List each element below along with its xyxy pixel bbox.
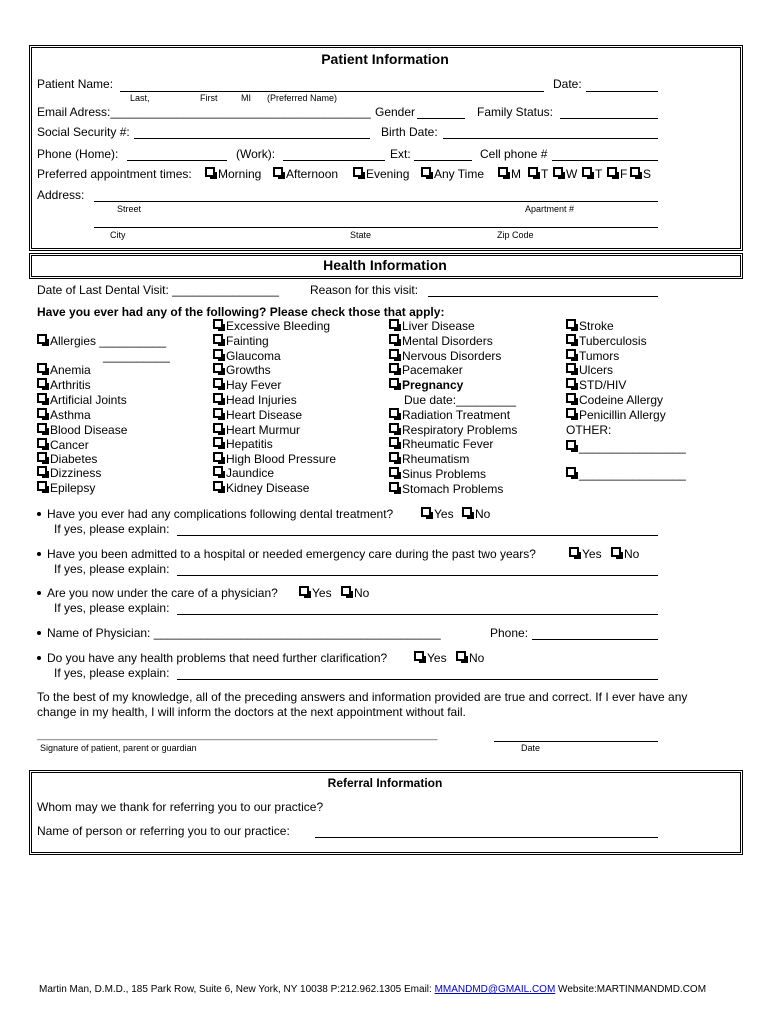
ssn-field[interactable] (134, 138, 370, 139)
checkbox-icon (37, 481, 47, 491)
appt-option-evening[interactable]: Evening (353, 167, 409, 181)
state-label: State (350, 230, 372, 240)
checkbox-icon (213, 349, 223, 359)
last-visit-label[interactable]: Date of Last Dental Visit: ________________ (37, 283, 279, 297)
condition-item[interactable]: Stomach Problems (389, 482, 503, 496)
q4-explain-field[interactable] (177, 679, 658, 680)
checkbox-icon (213, 393, 223, 403)
q3-explain-field[interactable] (177, 614, 658, 615)
patient-name-label: Patient Name: (37, 77, 114, 91)
checkbox-icon (630, 167, 640, 177)
referral-whom-label: Whom may we thank for referring you to our practice? (37, 800, 324, 814)
name-sub-last: Last, (130, 93, 150, 103)
checkbox-icon (389, 452, 399, 462)
checkbox-icon (213, 481, 223, 491)
checkbox-icon (566, 393, 576, 403)
condition-item[interactable]: STD/HIV (566, 378, 626, 392)
footer (39, 984, 706, 995)
day-t2[interactable]: T (582, 167, 602, 181)
checkbox-icon (389, 349, 399, 359)
footer-address: Martin Man, D.M.D., 185 Park Row, Suite 6, New York, NY 10038 P:212.962.1305 Email: (39, 984, 435, 995)
q1-explain-field[interactable] (177, 535, 658, 536)
checkbox-icon (213, 408, 223, 418)
condition-item[interactable]: Radiation Treatment (389, 408, 510, 422)
checkbox-icon (569, 547, 579, 557)
reason-field[interactable] (428, 296, 658, 297)
appt-option-morning[interactable]: Morning (205, 167, 261, 181)
condition-item[interactable]: Glaucoma (213, 349, 281, 363)
condition-item[interactable]: Anemia (37, 363, 91, 377)
condition-item[interactable]: Jaundice (213, 466, 274, 480)
checkbox-icon (389, 437, 399, 447)
signature-date-label: Date (521, 743, 541, 753)
signature-label: Signature of patient, parent or guardian (40, 743, 197, 753)
ext-field[interactable] (414, 160, 472, 161)
checkbox-icon (37, 378, 47, 388)
day-s[interactable]: S (630, 167, 651, 181)
checkbox-icon (566, 363, 576, 373)
other-label: OTHER: (566, 423, 612, 437)
checkbox-icon (389, 378, 399, 388)
bullet-icon (37, 656, 41, 660)
conditions-question: Have you ever had any of the following? Please check those that apply: (37, 305, 445, 319)
city-label: City (110, 230, 126, 240)
referral-name-label: Name of person or referring you to our practice: (37, 824, 290, 838)
family-status-field[interactable] (560, 118, 658, 119)
patient-info-title: Patient Information (321, 51, 449, 67)
condition-item[interactable]: Codeine Allergy (566, 393, 663, 407)
condition-item[interactable]: Pacemaker (389, 363, 463, 377)
condition-item[interactable]: Stroke (566, 319, 614, 333)
checkbox-icon (213, 363, 223, 373)
condition-item[interactable]: Heart Disease (213, 408, 302, 422)
condition-item[interactable]: Arthritis (37, 378, 91, 392)
footer-email-link[interactable]: MMANDMD@GMAIL.COM (434, 984, 556, 995)
patient-info-section (29, 45, 743, 251)
referral-name-field[interactable] (315, 837, 658, 838)
address-street-field[interactable] (94, 201, 658, 202)
cell-field[interactable] (552, 160, 658, 161)
condition-item[interactable]: Growths (213, 363, 271, 377)
condition-item[interactable]: Nervous Disorders (389, 349, 501, 363)
checkbox-icon (37, 363, 47, 373)
signature-field[interactable]: ________________________________________________________________________ (37, 730, 438, 741)
q4-explain-label: If yes, please explain: (54, 666, 170, 680)
checkbox-icon (389, 408, 399, 418)
checkbox-icon (414, 651, 424, 661)
name-sub-first: First (200, 93, 218, 103)
reason-label: Reason for this visit: (310, 283, 419, 297)
checkbox-icon (213, 319, 223, 329)
checkbox-icon (37, 438, 47, 448)
condition-item[interactable]: Cancer (37, 438, 89, 452)
checkbox-icon (389, 334, 399, 344)
name-sub-preferred: (Preferred Name) (267, 93, 338, 103)
condition-item[interactable]: Fainting (213, 334, 269, 348)
checkbox-icon (213, 452, 223, 462)
condition-item[interactable]: Heart Murmur (213, 423, 300, 437)
checkbox-icon (498, 167, 508, 177)
q2-explain-field[interactable] (177, 575, 658, 576)
checkbox-icon (611, 547, 621, 557)
ext-label: Ext: (390, 147, 411, 161)
address-label: Address: (37, 188, 85, 202)
checkbox-icon (566, 440, 576, 450)
checkbox-icon (456, 651, 466, 661)
checkbox-icon (566, 349, 576, 359)
condition-item[interactable]: Blood Disease (37, 423, 127, 437)
checkbox-icon (213, 423, 223, 433)
referral-title: Referral Information (327, 776, 443, 790)
checkbox-icon (566, 334, 576, 344)
checkbox-icon (273, 167, 283, 177)
condition-item[interactable]: Sinus Problems (389, 467, 486, 481)
health-info-title: Health Information (323, 257, 447, 273)
question-health-problems: Do you have any health problems that need further clarification? (37, 651, 387, 665)
condition-item[interactable]: Epilepsy (37, 481, 95, 495)
q2-no[interactable]: No (611, 547, 639, 561)
q4-no[interactable]: No (456, 651, 484, 665)
birth-date-label: Birth Date: (381, 125, 438, 139)
condition-item[interactable]: Asthma (37, 408, 91, 422)
checkbox-icon (421, 507, 431, 517)
checkbox-icon (37, 423, 47, 433)
day-f[interactable]: F (607, 167, 627, 181)
condition-item[interactable]: Kidney Disease (213, 481, 309, 495)
checkbox-icon (389, 423, 399, 433)
condition-item[interactable]: Ulcers (566, 363, 613, 377)
condition-item[interactable]: Tuberculosis (566, 334, 647, 348)
q2-explain-label: If yes, please explain: (54, 562, 170, 576)
checkbox-icon (353, 167, 363, 177)
signature-date-field[interactable] (494, 741, 658, 742)
appt-option-afternoon[interactable]: Afternoon (273, 167, 338, 181)
q1-explain-label: If yes, please explain: (54, 522, 170, 536)
due-date-field[interactable]: Due date:_________ (404, 393, 517, 407)
condition-pregnancy[interactable]: Pregnancy (389, 378, 463, 392)
checkbox-icon (528, 167, 538, 177)
condition-item[interactable]: Hay Fever (213, 378, 281, 392)
checkbox-icon (553, 167, 563, 177)
patient-name-field[interactable] (120, 91, 544, 92)
email-label[interactable]: Email Adress:_______________________________________ (37, 105, 371, 119)
checkbox-icon (582, 167, 592, 177)
checkbox-icon (566, 378, 576, 388)
checkbox-icon (389, 363, 399, 373)
checkbox-icon (389, 319, 399, 329)
condition-item[interactable]: Tumors (566, 349, 619, 363)
condition-item[interactable]: Artificial Joints (37, 393, 127, 407)
appt-option-anytime[interactable]: Any Time (421, 167, 484, 181)
statement-line-1: To the best of my knowledge, all of the preceding answers and information provided are true and correct. If I ever have any (37, 690, 688, 704)
checkbox-icon (566, 319, 576, 329)
condition-item[interactable]: High Blood Pressure (213, 452, 336, 466)
phone-home-label: Phone (Home): (37, 147, 119, 161)
question-complications: Have you ever had any complications following dental treatment? (37, 507, 393, 521)
q3-yes[interactable]: Yes (299, 586, 332, 600)
checkbox-icon (213, 334, 223, 344)
appt-label: Preferred appointment times: (37, 167, 192, 181)
checkbox-icon (213, 378, 223, 388)
birth-date-field[interactable] (443, 138, 658, 139)
checkbox-icon (566, 408, 576, 418)
date-label: Date: (553, 77, 582, 91)
address-city-field[interactable] (94, 227, 658, 228)
checkbox-icon (37, 408, 47, 418)
condition-item[interactable]: Liver Disease (389, 319, 475, 333)
checkbox-icon (341, 586, 351, 596)
condition-item[interactable]: Rheumatism (389, 452, 469, 466)
allergies-line2[interactable]: __________ (103, 349, 170, 363)
bullet-icon (37, 591, 41, 595)
condition-item[interactable]: Head Injuries (213, 393, 297, 407)
day-t1[interactable]: T (528, 167, 548, 181)
gender-field[interactable] (417, 118, 465, 119)
physician-phone-label: Phone: (490, 626, 529, 640)
phone-work-field[interactable] (283, 160, 385, 161)
checkbox-icon (37, 393, 47, 403)
condition-item[interactable]: Mental Disorders (389, 334, 493, 348)
q4-yes[interactable]: Yes (414, 651, 447, 665)
apartment-label: Apartment # (525, 204, 575, 214)
checkbox-icon (462, 507, 472, 517)
checkbox-icon (37, 452, 47, 462)
q3-no[interactable]: No (341, 586, 369, 600)
day-w[interactable]: W (553, 167, 577, 181)
bullet-icon (37, 631, 41, 635)
checkbox-icon (389, 467, 399, 477)
footer-website: Website:MARTINMANDMD.COM (555, 984, 707, 995)
checkbox-icon (389, 482, 399, 492)
checkbox-icon (299, 586, 309, 596)
checkbox-icon (205, 167, 215, 177)
condition-item[interactable]: Diabetes (37, 452, 97, 466)
q3-explain-label: If yes, please explain: (54, 601, 170, 615)
checkbox-icon (421, 167, 431, 177)
condition-item[interactable]: Respiratory Problems (389, 423, 517, 437)
ssn-label: Social Security #: (37, 125, 130, 139)
question-hospital: Have you been admitted to a hospital or needed emergency care during the past two years? (37, 547, 536, 561)
date-field[interactable] (586, 91, 658, 92)
phone-home-field[interactable] (127, 160, 227, 161)
checkbox-icon (213, 466, 223, 476)
condition-item[interactable]: Excessive Bleeding (213, 319, 330, 333)
condition-allergies[interactable]: Allergies __________ (37, 334, 166, 348)
q1-yes[interactable]: Yes (421, 507, 454, 521)
checkbox-icon (607, 167, 617, 177)
zip-label: Zip Code (497, 230, 534, 240)
name-sub-mi: MI (241, 93, 251, 103)
condition-item[interactable]: Penicillin Allergy (566, 408, 666, 422)
checkbox-icon (37, 466, 47, 476)
checkbox-icon (213, 437, 223, 447)
bullet-icon (37, 552, 41, 556)
bullet-icon (37, 512, 41, 516)
family-status-label: Family Status: (477, 105, 554, 119)
condition-item[interactable]: Hepatitis (213, 437, 273, 451)
cell-label: Cell phone # (480, 147, 548, 161)
condition-item[interactable]: Rheumatic Fever (389, 437, 493, 451)
phone-work-label: (Work): (236, 147, 276, 161)
other-item-1[interactable]: ________________ (566, 440, 686, 454)
condition-item[interactable]: Dizziness (37, 466, 101, 480)
q2-yes[interactable]: Yes (569, 547, 602, 561)
question-physician-care: Are you now under the care of a physician? (37, 586, 278, 600)
checkbox-icon (566, 467, 576, 477)
checkbox-icon (37, 334, 47, 344)
physician-phone-field[interactable] (532, 639, 658, 640)
street-label: Street (117, 204, 142, 214)
statement-line-2: change in my health, I will inform the doctors at the next appointment without fail. (37, 705, 466, 719)
other-item-2[interactable]: ________________ (566, 467, 686, 481)
gender-label: Gender (375, 105, 416, 119)
day-m[interactable]: M (498, 167, 521, 181)
physician-name-label[interactable]: Name of Physician: ___________________________________________ (37, 626, 441, 640)
q1-no[interactable]: No (462, 507, 490, 521)
